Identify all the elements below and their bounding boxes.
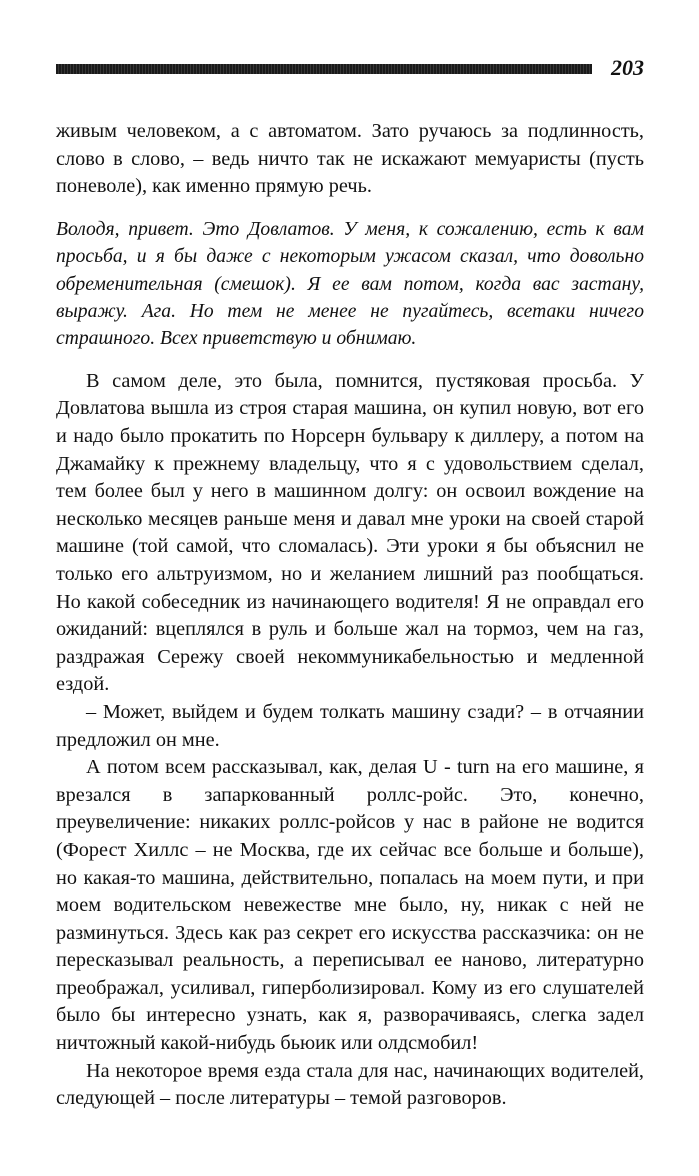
paragraph: В самом деле, это была, помнится, пустяковая просьба. У Довлатова вышла из строя старая машина, он купил новую, вот его и надо было прокатить по Норсерн бульвару к диллеру, а потом на Джамайку к прежнему владельцу, что я с удовольствием сделал, тем более был у него в машинном долгу: он освоил вождение на несколько месяцев раньше меня и давал мне уроки на своей старой машине (той самой, что сломалась). Эти уроки я бы объяснил не только его альтруизмом, но и желанием лишний раз пообщаться. Но какой собеседник из начинающего водителя! Я не оправдал его ожиданий: вцеплялся в руль и больше жал на тормоз, чем на газ, раздражая Сережу своей некоммуникабельностью и медленной ездой. — [56, 369, 644, 696]
paragraph-dialogue: – Может, выйдем и будем толкать машину сзади? – в отчаянии предложил он мне. — [56, 700, 644, 751]
answering-machine-message: Володя, привет. Это Довлатов. У меня, к сожалению, есть к вам просьба, и я бы даже с некоторым ужасом сказал, что довольно обременительная (смешок). Я ее вам потом, когда вас застану, выражу. Ага. Но тем не менее не пугайтесь, всетаки ничего страшного. Всех приветствую и обнимаю. — [56, 218, 644, 350]
page-number: 203 — [611, 55, 644, 80]
paragraph-continuation: живым человеком, а с автоматом. Зато ручаюсь за подлинность, слово в слово, – ведь ничто так не искажают мемуаристы (пусть поневоле), как именно прямую речь. — [56, 120, 644, 198]
body-text — [56, 118, 644, 1113]
header-rule — [56, 64, 592, 74]
paragraph: На некоторое время езда стала для нас, начинающих водителей, следующей – после литературы – темой разговоров. — [56, 1059, 644, 1110]
paragraph: А потом всем рассказывал, как, делая U - turn на его машине, я врезался в запаркованный роллс-ройс. Это, конечно, преувеличение: никаких роллс-ройсов у нас в районе не водится (Форест Хиллс – не Москва, где их сейчас все больше и больше), но какая-то машина, действительно, попалась на моем пути, и при моем водительском невежестве мне было, ну, никак с ней не разминуться. Здесь как раз секрет его искусства рассказчика: он не пересказывал реальность, а переписывал ее наново, литературно преображал, усиливал, гиперболизировал. Кому из его слушателей было бы интересно узнать, как я, разворачиваясь, слегка задел ничтожный какой-нибудь бьюик или олдсмобил! — [56, 756, 644, 1055]
running-header — [56, 55, 646, 86]
